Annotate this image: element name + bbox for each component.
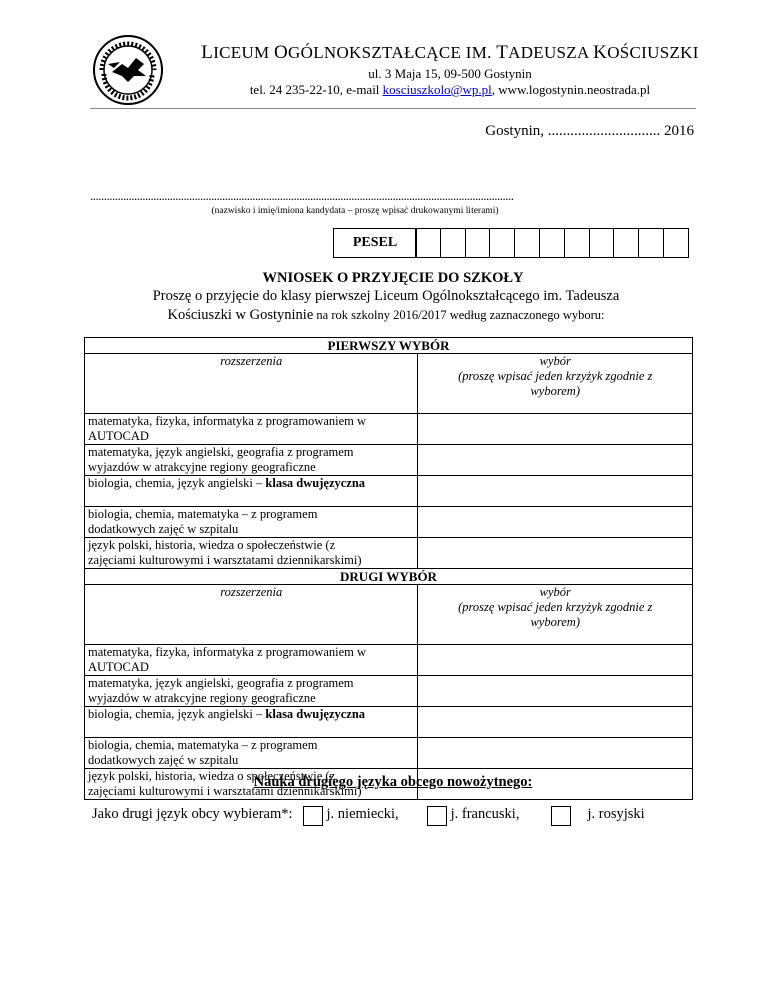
pesel-digit-box[interactable] (440, 228, 466, 258)
pesel-digit-box[interactable] (465, 228, 491, 258)
language-choice-row (92, 806, 645, 826)
second-profile-5-label: język polski, historia, wiedza o społeczeństwie (z zajęciami kulturowymi i warsztatami dziennikarskimi) (85, 769, 418, 800)
pesel-digit-box[interactable] (613, 228, 639, 258)
pesel-digit-box[interactable] (489, 228, 515, 258)
russian-label: j. rosyjski (587, 806, 645, 822)
intro-line-2: Kościuszki w Gostyninie na rok szkolny 2016/2017 według zaznaczonego wyboru: (167, 307, 605, 323)
first-choice-heading: PIERWSZY WYBÓR (85, 338, 693, 354)
pesel-digit-box[interactable] (564, 228, 590, 258)
first-profile-4-select[interactable] (418, 507, 693, 538)
first-profile-2-select[interactable] (418, 445, 693, 476)
language-section-title: Nauka drugiego języka obcego nowożytnego: (253, 774, 533, 790)
russian-checkbox[interactable] (551, 806, 571, 826)
pesel-digit-box[interactable] (539, 228, 565, 258)
second-profile-2-select[interactable] (418, 676, 693, 707)
intro-line-1: Proszę o przyjęcie do klasy pierwszej Liceum Ogólnokształcącego im. Tadeusza (152, 288, 620, 304)
second-profile-4-label: biologia, chemia, matematyka – z programem dodatkowych zajęć w szpitalu (85, 738, 418, 769)
first-profile-1-label: matematyka, fizyka, informatyka z programowaniem w AUTOCAD (85, 414, 418, 445)
candidate-name-hint: (nazwisko i imię/imiona kandydata – proszę wpisać drukowanymi literami) (211, 206, 499, 216)
pesel-digit-box[interactable] (589, 228, 615, 258)
header-divider (90, 108, 696, 109)
first-profile-2-label: matematyka, język angielski, geografia z programem wyjazdów w atrakcyjne regiony geograficzne (85, 445, 418, 476)
school-address: ul. 3 Maja 15, 09-500 Gostynin (368, 66, 532, 81)
french-checkbox[interactable] (427, 806, 447, 826)
second-profile-4-select[interactable] (418, 738, 693, 769)
contact-suffix: , www.logostynin.neostrada.pl (491, 82, 651, 97)
pesel-input[interactable] (416, 228, 689, 258)
german-label: j. niemiecki, (326, 806, 399, 822)
first-profile-5-label: język polski, historia, wiedza o społeczeństwie (z zajęciami kulturowymi i warsztatami dziennikarskimi) (85, 538, 418, 569)
second-profile-1-label: matematyka, fizyka, informatyka z programowaniem w AUTOCAD (85, 645, 418, 676)
form-title: WNIOSEK O PRZYJĘCIE DO SZKOŁY (262, 270, 524, 286)
first-profile-3-select[interactable] (418, 476, 693, 507)
pesel-digit-box[interactable] (415, 228, 441, 258)
second-profile-3-select[interactable] (418, 707, 693, 738)
first-choice-col-extensions: rozszerzenia (85, 354, 418, 414)
choice-table (84, 337, 693, 800)
second-profile-3-label: biologia, chemia, język angielski – klasa dwujęzyczna (85, 707, 418, 738)
german-checkbox[interactable] (303, 806, 323, 826)
second-choice-col-select: wybór (proszę wpisać jeden krzyżyk zgodnie z wyborem) (418, 585, 693, 645)
pesel-digit-box[interactable] (663, 228, 689, 258)
school-contact (150, 82, 750, 98)
second-profile-1-select[interactable] (418, 645, 693, 676)
place-date-field[interactable]: Gostynin, .............................. 2016 (485, 123, 694, 139)
pesel-label: PESEL (333, 228, 417, 258)
first-profile-1-select[interactable] (418, 414, 693, 445)
first-choice-col-select: wybór (proszę wpisać jeden krzyżyk zgodnie z wyborem) (418, 354, 693, 414)
second-choice-col-extensions: rozszerzenia (85, 585, 418, 645)
second-choice-heading: DRUGI WYBÓR (85, 569, 693, 585)
french-label: j. francuski, (450, 806, 520, 822)
first-profile-5-select[interactable] (418, 538, 693, 569)
school-name: LICEUM OGÓLNOKSZTAŁCĄCE IM. TADEUSZA KOŚCIUSZKI (201, 42, 699, 63)
language-prompt: Jako drugi język obcy wybieram*: (92, 806, 293, 822)
form-intro (80, 287, 692, 325)
first-profile-4-label: biologia, chemia, matematyka – z programem dodatkowych zajęć w szpitalu (85, 507, 418, 538)
second-profile-2-label: matematyka, język angielski, geografia z programem wyjazdów w atrakcyjne regiony geograficzne (85, 676, 418, 707)
first-profile-3-label: biologia, chemia, język angielski – klasa dwujęzyczna (85, 476, 418, 507)
email-link[interactable]: kosciuszkolo@wp.pl (382, 82, 492, 97)
candidate-name-field[interactable]: .......................................................................................................................................................... (90, 188, 514, 203)
pesel-digit-box[interactable] (514, 228, 540, 258)
pesel-digit-box[interactable] (638, 228, 664, 258)
contact-prefix: tel. 24 235-22-10, e-mail (249, 82, 383, 97)
